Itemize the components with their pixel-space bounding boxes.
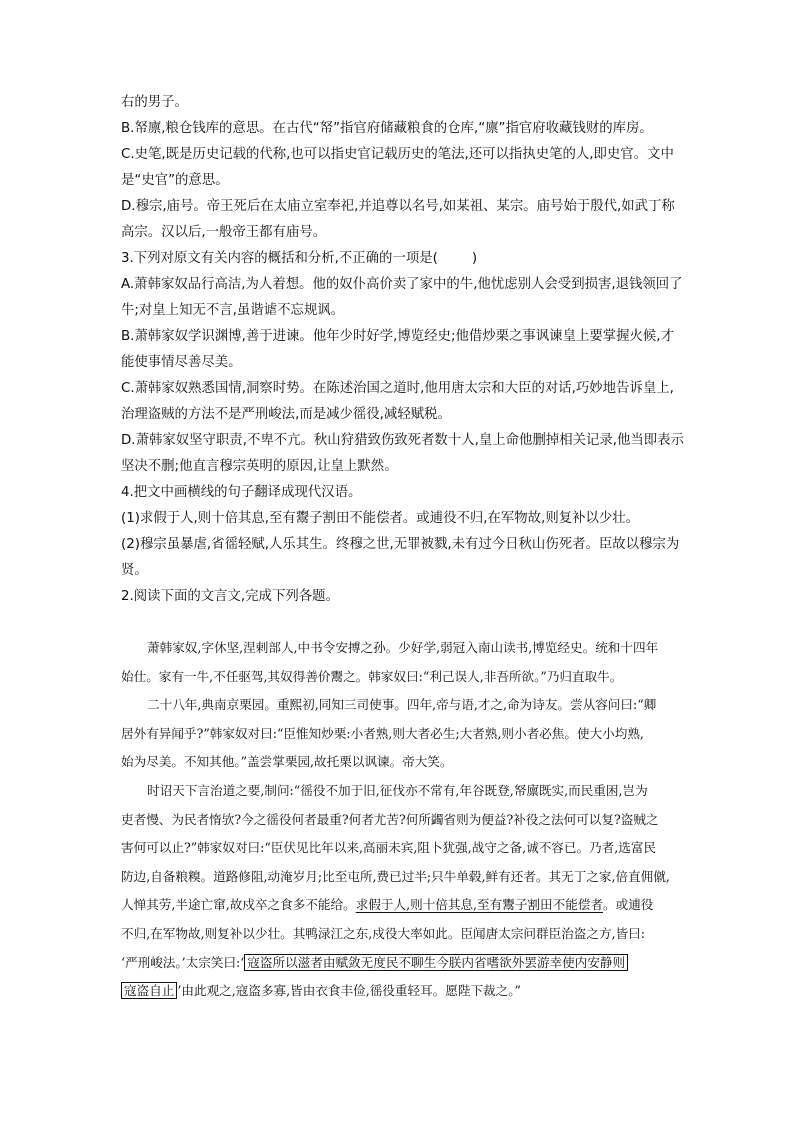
item-line: (2)穆宗虽暴虐,省徭轻赋,人乐其生。终穆之世,无罪被戮,未有过今日秋山伤死者。臣故以穆宗为	[121, 537, 680, 552]
option-line: 能使事情尽善尽美。	[121, 355, 242, 370]
text-line: B.帑廪,粮仓钱库的意思。在古代“帑”指官府储藏粮食的仓库,“廪”指官府收藏钱财的库房。	[121, 121, 653, 136]
passage-line: 时诏天下言治道之要,制问:“徭役不加于旧,征伐亦不常有,年谷既登,帑廪既实,而民重困,岂为	[147, 782, 648, 798]
passage-line: 始为尽美。不知其他。”盖尝掌栗园,故托栗以讽谏。帝大笑。	[121, 754, 453, 770]
item-line: (1)求假于人,则十倍其息,至有鬻子割田不能偿者。或逋役不归,在军物故,则复补以少壮。	[121, 511, 640, 526]
question-4	[121, 480, 691, 584]
text-line: 高宗。汉以后,一般帝王都有庙号。	[121, 225, 327, 240]
option-line: 牛;对皇上知无不言,虽谐谑不忘规讽。	[121, 303, 345, 318]
underlined-sentence: 求假于人,则十倍其息,至有鬻子割田不能偿者	[355, 897, 603, 913]
passage-line: 防边,自备粮糗。道路修阻,动淹岁月;比至屯所,费已过半;只牛单毂,鲜有还者。其无丁之家,倍直佣僦,	[121, 868, 670, 884]
passage-line: 寇盗自止 ’由此观之,寇盗多寡,皆由衣食丰俭,徭役重轻耳。愿陛下裁之。”	[121, 977, 701, 1006]
question-3	[121, 246, 691, 480]
passage-line: 吏者慢、为民者惰欤?今之徭役何者最重?何者尤苦?何所蠲省则为便益?补役之法何可以复?盗贼之	[121, 811, 659, 827]
question-stem: 2.阅读下面的文言文,完成下列各题。	[121, 589, 339, 604]
passage-line: ‘严刑峻法。’太宗笑曰:‘ 寇盗所以滋者由赋敛无度民不聊生今朕内省嗜欲外罢游幸使内安静则	[121, 949, 701, 978]
boxed-sentence: 寇盗所以滋者由赋敛无度民不聊生今朕内省嗜欲外罢游幸使内安静则	[244, 954, 628, 971]
option-line: A.萧韩家奴品行高洁,为人着想。他的奴仆高价卖了家中的牛,他忧虑别人会受到损害,退钱领回了	[121, 277, 683, 292]
option-line: B.萧韩家奴学识渊博,善于进谏。他年少时好学,博览经史;他借炒栗之事讽谏皇上要掌握火候,才	[121, 329, 674, 344]
classical-passage	[121, 634, 701, 1006]
option-line: C.萧韩家奴熟悉国情,洞察时势。在陈述治国之道时,他用唐太宗和大臣的对话,巧妙地告诉皇上,	[121, 381, 674, 396]
text-line: 右的男子。	[121, 95, 188, 110]
passage-line: 二十八年,典南京栗园。重熙初,同知三司使事。四年,帝与语,才之,命为诗友。尝从容问曰:“卿	[147, 697, 657, 713]
passage-line: 居外有异闻乎?”韩家奴对曰:“臣惟知炒栗:小者熟,则大者必生;大者熟,则小者必焦。使大小均熟,	[121, 725, 644, 741]
question-options-top	[121, 90, 691, 246]
question-2	[121, 584, 691, 610]
boxed-sentence-end: 寇盗自止	[121, 982, 177, 999]
passage-line: 萧韩家奴,字休坚,涅剌部人,中书令安搏之孙。少好学,弱冠入南山读书,博览经史。统和十四年	[147, 640, 659, 655]
passage-line: 人惮其劳,半途亡窜,故戍卒之食多不能给。求假于人,则十倍其息,至有鬻子割田不能偿者。或逋役	[121, 897, 654, 913]
item-line: 贤。	[121, 563, 148, 578]
passage-line: 害何可以止?”韩家奴对曰:“臣伏见比年以来,高丽未宾,阻卜犹强,战守之备,诚不容已。乃者,选富民	[121, 840, 657, 856]
text-line: D.穆宗,庙号。帝王死后在太庙立室奉祀,并追尊以名号,如某祖、某宗。庙号始于殷代,如武丁称	[121, 199, 675, 214]
passage-line: 始仕。家有一牛,不任驱驾,其奴得善价鬻之。韩家奴曰:“利己误人,非吾所欲。”乃归直取牛。	[121, 668, 623, 684]
question-stem: 4.把文中画横线的句子翻译成现代汉语。	[121, 485, 362, 500]
option-line: 坚决不删;他直言穆宗英明的原因,让皇上默然。	[121, 459, 398, 474]
question-stem: 3.下列对原文有关内容的概括和分析,不正确的一项是( )	[121, 251, 478, 266]
option-line: 治理盗贼的方法不是严刑峻法,而是减少徭役,减轻赋税。	[121, 407, 451, 422]
text-line: 是“史官”的意思。	[121, 173, 229, 188]
text-line: C.史笔,既是历史记载的代称,也可以指史官记载历史的笔法,还可以指执史笔的人,即史官。文中	[121, 147, 674, 162]
option-line: D.萧韩家奴坚守职责,不卑不亢。秋山狩猎致伤致死者数十人,皇上命他删掉相关记录,他当即表示	[121, 433, 684, 448]
passage-line: 不归,在军物故,则复补以少壮。其鸭渌江之东,戍役大率如此。臣闻唐太宗问群臣治盗之方,皆曰:	[121, 925, 646, 941]
